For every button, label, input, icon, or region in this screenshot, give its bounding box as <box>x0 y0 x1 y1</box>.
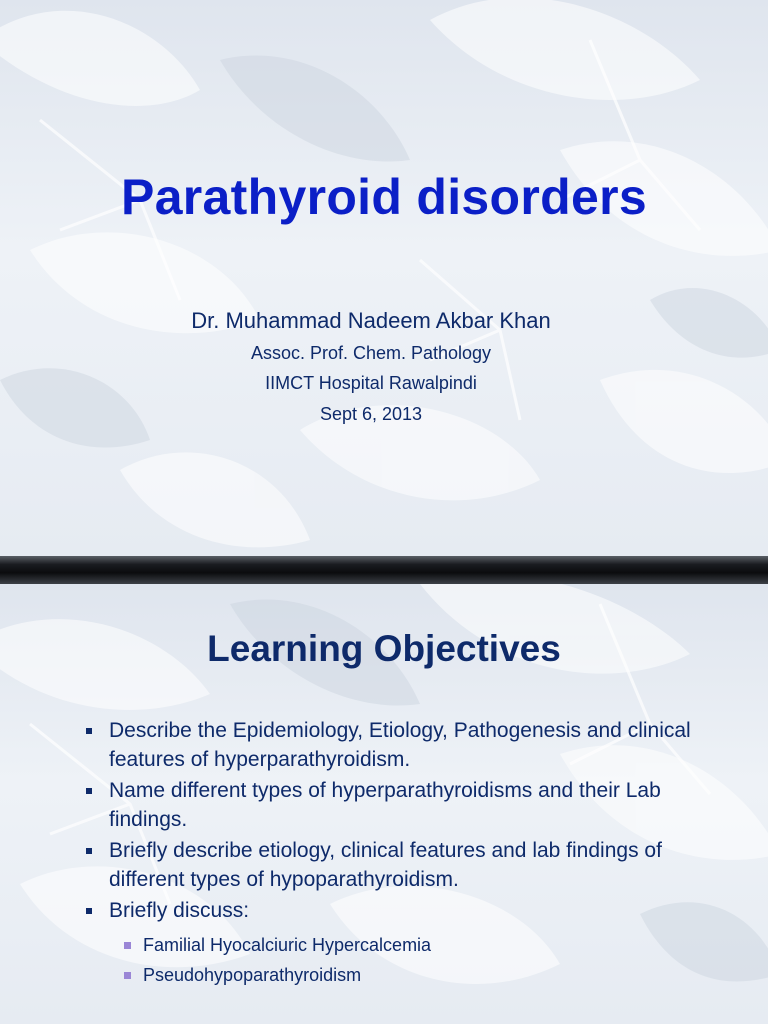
sub-list <box>109 930 726 990</box>
presentation-date: Sept 6, 2013 <box>319 404 423 424</box>
author-position: Assoc. Prof. Chem. Pathology <box>250 343 492 363</box>
sub-list-item <box>109 930 726 960</box>
slide-separator <box>0 556 768 584</box>
objectives-list <box>86 716 726 992</box>
square-bullet-icon <box>86 728 92 734</box>
list-item <box>86 836 726 894</box>
sub-bullet-text: Pseudohypoparathyroidism <box>143 965 362 985</box>
bullet-text: Briefly describe etiology, clinical features and lab findings of different types of hypoparathyroidism. <box>109 839 662 891</box>
slide-title: Parathyroid disorders <box>121 169 647 225</box>
author-name: Dr. Muhammad Nadeem Akbar Khan <box>191 308 551 333</box>
objectives-slide <box>0 584 768 1024</box>
bullet-text: Briefly discuss: <box>109 899 250 922</box>
slide-title: Learning Objectives <box>207 628 561 669</box>
author-affiliation: IIMCT Hospital Rawalpindi <box>265 373 477 393</box>
square-bullet-icon <box>86 908 92 914</box>
square-bullet-icon <box>86 848 92 854</box>
sub-bullet-text: Familial Hyocalciuric Hypercalcemia <box>143 935 432 955</box>
list-item <box>86 776 726 834</box>
sub-list-item <box>109 960 726 990</box>
square-bullet-icon <box>86 788 92 794</box>
bullet-text: Describe the Epidemiology, Etiology, Pathogenesis and clinical features of hyperparathyroidism. <box>109 719 691 771</box>
list-item <box>86 716 726 774</box>
list-item <box>86 896 726 990</box>
bullet-text: Name different types of hyperparathyroidisms and their Lab findings. <box>109 779 661 831</box>
square-subbullet-icon <box>124 972 131 979</box>
square-subbullet-icon <box>124 942 131 949</box>
